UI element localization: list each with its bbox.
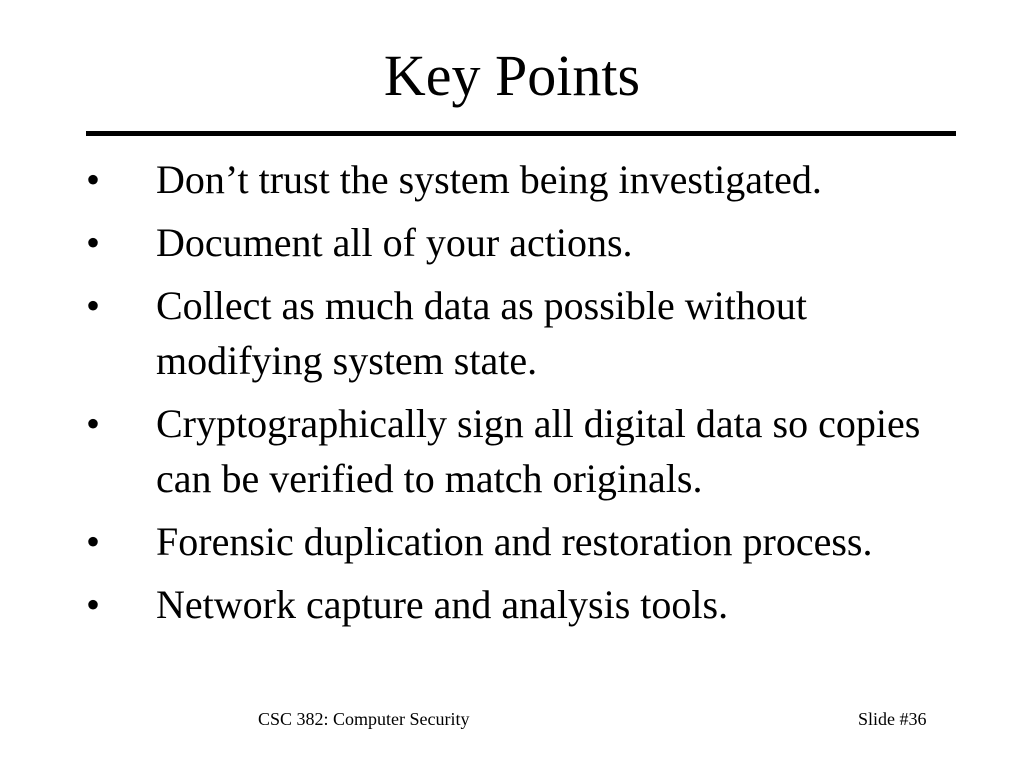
footer-course-name: CSC 382: Computer Security <box>258 709 470 729</box>
list-item <box>0 152 1024 207</box>
bullet-text: Forensic duplication and restoration process. <box>156 519 873 564</box>
title-divider <box>86 131 956 136</box>
bullet-icon: • <box>86 519 101 564</box>
list-item <box>0 396 1024 506</box>
list-item <box>0 514 1024 569</box>
bullet-text: Document all of your actions. <box>156 220 633 265</box>
bullet-text: Collect as much data as possible without modifying system state. <box>156 283 807 383</box>
bullet-text: Network capture and analysis tools. <box>156 582 729 627</box>
list-item <box>0 215 1024 270</box>
bullet-icon: • <box>86 582 101 627</box>
bullet-icon: • <box>86 283 101 328</box>
list-item <box>0 577 1024 632</box>
list-item <box>0 278 1024 388</box>
slide-title: Key Points <box>383 43 641 108</box>
bullet-text: Cryptographically sign all digital data so copies can be verified to match originals. <box>156 401 921 501</box>
bullet-list <box>0 152 1024 640</box>
footer-slide-number: Slide #36 <box>858 709 927 729</box>
bullet-icon: • <box>86 401 101 446</box>
bullet-icon: • <box>86 220 101 265</box>
bullet-text: Don’t trust the system being investigated. <box>156 157 822 202</box>
bullet-icon: • <box>86 157 101 202</box>
